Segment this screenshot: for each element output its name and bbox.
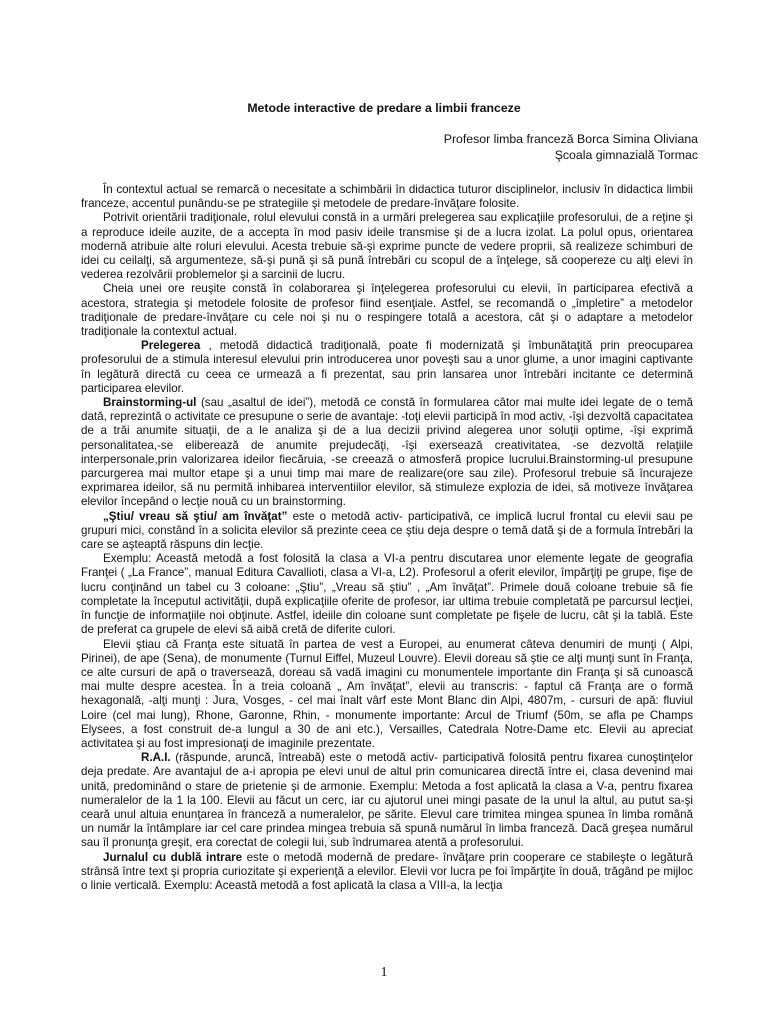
- term-prelegerea: Prelegerea: [141, 339, 201, 353]
- paragraph-intro: În contextul actual se remarcă o necesitate a schimbării în didactica tuturor disciplinelor, inclusiv în didactica limbii franceze, accentul punându-se pe strategiile şi metodele de predare-învăţare folosite.: [81, 183, 693, 211]
- paragraph-key-lesson: Cheia unei ore reuşite constă în colaborarea şi înţelegerea profesorului cu elevii, în participarea efectivă a acestora, strategia şi metodele folosite de profesor fiind esenţiale. Astfel, se recomandă o „împletire” a metodelor tradiţionale de predare-învăţare cu cele noi şi nu o respingere totală a acestora, cât şi o adaptare a metodelor tradiţionale la contextul actual.: [81, 282, 693, 339]
- paragraph-stiu-vreau: „Ştiu/ vreau să ştiu/ am învăţat” este o metodă activ- participativă, ce implică lucrul frontal cu elevii sau pe grupuri mici, constând în a solicita elevilor să prezinte ceea ce ştiu deja despre o temă dată şi de a formula întrebări la care se aşteaptă răspuns din lecţie.: [81, 509, 693, 552]
- paragraph-rai: R.A.I. (răspunde, aruncă, întreabă) este o metodă activ- participativă folosită pentru fixarea cunoştinţelor deja predate. Are avantajul de a-i apropia pe elevi unul de altul prin comunicarea directă între ei, clasa devenind mai unită, predominând o stare de prietenie şi de armonie. Exemplu: Metoda a fost aplicată la clasa a V-a, pentru fixarea numeralelor de la 1 la 100. Elevii au făcut un cerc, iar cu ajutorul unei mingi pasate de la unul la altul, au putut sa-şi ceară unul altuia enunţarea în franceză a numeralelor, pe sărite. Elevul care trimitea mingea spunea în limba română un număr la întâmplare iar cel care prindea mingea trebuia să spună numărul în limba franceză. Dacă greşea numărul sau îl pronunţa greşit, era corectat de colegii lui, sub îndrumarea atentă a profesorului.: [81, 751, 693, 850]
- paragraph-jurnal: Jurnalul cu dublă intrare este o metodă modernă de predare- învăţare prin cooperare ce stabileşte o legătură strânsă între text şi propria curiozitate şi experienţă a elevilor. Elevii vor lucra pe foi împărţite în două, trăgând pe mijloc o linie verticală. Exemplu: Această metodă a fost aplicată la clasa a VIII-a, la lecţia: [81, 850, 693, 892]
- paragraph-prelegerea: Prelegerea , metodă didactică tradiţională, poate fi modernizată şi îmbunătaţită prin preocuparea profesorului de a stimula interesul elevului prin introducerea unor poveşti sau a unor glume, a unor imagini captivante în legătură directă cu ceea ce urmează a fi prezentat, sau prin lansarea unor întrebări incitante ce determină participarea elevilor.: [81, 339, 693, 395]
- paragraph-brainstorming: Brainstorming-ul (sau „asaltul de idei”), metodă ce constă în formularea câtor mai multe idei legate de o temă dată, reprezintă o activitate ce presupune o serie de avantaje: -toţi elevii participă în mod activ, -îşi dezvoltă capacitatea de a trăi anumite situaţii, de a le analiza şi de a lua decizii privind alegerea unor soluţii optime, -îşi exprimă personalitatea,-se eliberează de anumite prejudecăţi, -îşi exersează creativitatea, -se dezvoltă relaţiile interpersonale,prin valorizarea ideilor fiecăruia, -se creează o atmosferă propice lucrului.Brainstorming-ul presupune parcurgerea mai multor etape şi a unui timp mai mare de realizare(ore sau zile). Profesorul trebuie să încurajeze exprimarea ideilor, să nu permită inhibarea interventiilor elevilor, să stimuleze explozia de idei, să motiveze învăţarea elevilor începând o lecţie nouă cu un brainstorming.: [81, 396, 694, 509]
- document-body: [81, 183, 693, 893]
- author-block: [444, 131, 698, 163]
- paragraph-example-results: Elevii ştiau că Franţa este situată în partea de vest a Europei, au enumerat câteva denumiri de munţi ( Alpi, Pirinei), de ape (Sena), de monumente (Turnul Eiffel, Muzeul Louvre). Elevii doreau să ştie ce alţi munţi sunt în Franţa, ce alte cursuri de apă o traversează, doreau să vadă imagini cu monumentele importante din Franţa şi să cunoască mai multe despre acestea. În a treia coloană „ Am învăţat”, elevii au transcris: - faptul că Franţa are o formă hexagonală, -alţi munţi : Jura, Vosges, - cel mai înalt vârf este Mont Blanc din Alpi, 4807m, - cursuri de apă: fluviul Loire (cel mai lung), Rhone, Garonne, Rhin, - monumente importante: Arcul de Triumf (50m, se afla pe Champs Elysees, a fost construit de-a lungul a 30 de ani etc.), Versailles, Catedrala Notre-Dame etc. Elevii au apreciat activitatea şi au fost impresionaţi de imaginile prezentate.: [81, 637, 693, 750]
- page-number: 1: [380, 965, 388, 980]
- author-school: Şcoala gimnazială Tormac: [554, 148, 698, 162]
- term-rai: R.A.I.: [141, 751, 171, 765]
- author-name: Profesor limba franceză Borca Simina Oliviana: [443, 132, 698, 146]
- term-jurnal: Jurnalul cu dublă intrare: [103, 850, 243, 864]
- paragraph-example-geography: Exemplu: Această metodă a fost folosită la clasa a VI-a pentru discutarea unor elemente legate de geografia Franţei ( „La France”, manual Editura Cavallioti, clasa a VI-a, L2). Profesorul a oferit elevilor, împărţiţi pe grupe, fişe de lucru conţinând un tabel cu 3 coloane: „Ştiu”, „Vreau să ştiu” , „Am învăţat”. Primele două coloane trebuie să fie completate la începutul activităţii, după explicaţiile oferite de profesor, iar ultima trebuie completată pe parcursul lecţiei, în funcţie de informaţiile noi obţinute. Astfel, ideiile din coloane sunt completate pe fişele de lucru, cât şi la tablă. Este de preferat ca grupele de elevi să aibă cretă de diferite culori.: [81, 552, 693, 637]
- paragraph-traditional-orientation: Potrivit orientării tradiţionale, rolul elevului constă in a urmări prelegerea sau explicaţiile profesorului, de a reţine şi a reproduce ideile auzite, de a accepta în mod pasiv ideile transmise şi de a lucra izolat. La polul opus, orientarea modernă atribuie alte roluri elevului. Acesta trebuie să-şi exprime puncte de vedere proprii, să realizeze schimburi de idei cu ceilalţi, să argumenteze, să-şi pună şi să pună întrebări cu scopul de a înţelege, să coopereze cu alţi elevi în vederea rezolvării problemelor şi a sarcinii de lucru.: [81, 211, 693, 282]
- term-stiu-vreau: „Ştiu/ vreau să ştiu/ am învăţat”: [103, 509, 288, 523]
- term-brainstorming: Brainstorming-ul: [103, 396, 197, 410]
- document-title: Metode interactive de predare a limbii franceze: [247, 101, 521, 115]
